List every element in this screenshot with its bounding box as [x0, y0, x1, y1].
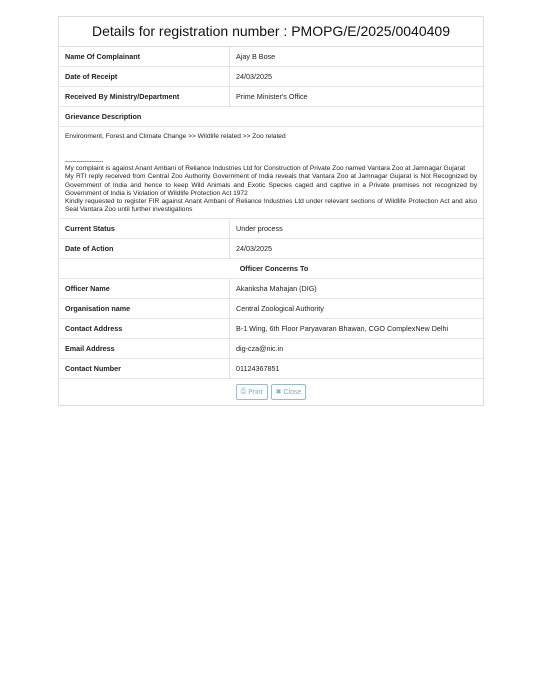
row-value: Central Zoological Authority	[236, 304, 324, 314]
status-value: Under process	[236, 224, 283, 234]
row-value: 01124367851	[236, 364, 280, 374]
grievance-heading: Grievance Description	[65, 112, 142, 121]
row-value: 24/03/2025	[236, 244, 272, 254]
detail-row-received-by	[59, 87, 483, 107]
officer-heading: Officer Concerns To	[239, 264, 309, 274]
detail-row-email	[59, 339, 483, 359]
row-value: dig-cza@nic.in	[236, 344, 284, 354]
officer-heading-row	[59, 259, 483, 279]
row-value: B-1 Wing, 6th Floor Paryavaran Bhawan, CGO ComplexNew Delhi	[236, 324, 449, 334]
detail-row-officer-name	[59, 279, 483, 299]
close-button-label: Close	[283, 388, 302, 396]
grievance-paragraph: Kindly requested to register FIR against Anant Ambani of Reliance Industries Ltd under relevant sections of Wildlife Protection Act and also Seal Vantara Zoo until further investigations	[65, 198, 477, 214]
row-label: Organisation name	[59, 299, 230, 318]
grievance-paragraph: My complaint is against Anant Ambani of Reliance Industries Ltd for Construction of Private Zoo named Vantara Zoo at Jamnagar Gujarat	[65, 165, 466, 173]
row-label: Email Address	[59, 339, 230, 358]
print-button[interactable]	[236, 384, 268, 400]
registration-details-card	[58, 16, 484, 406]
close-button[interactable]	[271, 384, 307, 400]
grievance-category: Environment, Forest and Climate Change >> Wildlife related >> Zoo related	[65, 133, 286, 140]
detail-row-organisation	[59, 299, 483, 319]
detail-row-contact-number	[59, 359, 483, 379]
action-bar	[59, 379, 483, 405]
detail-row-date-of-receipt	[59, 67, 483, 87]
detail-row-current-status	[59, 219, 483, 239]
detail-row-date-of-action	[59, 239, 483, 259]
page-title: Details for registration number : PMOPG/E/2025/0040409	[59, 17, 483, 47]
row-label: Contact Number	[59, 359, 230, 378]
row-label: Date of Receipt	[59, 67, 230, 86]
row-value: Akanksha Mahajan (DIG)	[236, 284, 317, 294]
print-button-label: Print	[248, 388, 263, 396]
detail-row-contact-address	[59, 319, 483, 339]
row-label: Name Of Complainant	[59, 47, 230, 66]
row-label: Date of Action	[59, 239, 230, 258]
close-icon: ✖	[275, 389, 282, 397]
grievance-separator: --------------------	[65, 158, 103, 166]
row-label: Current Status	[59, 219, 230, 238]
row-value: Prime Minister's Office	[236, 92, 308, 101]
grievance-description	[59, 127, 483, 219]
row-label: Received By Ministry/Department	[59, 87, 230, 106]
row-label: Contact Address	[59, 319, 230, 338]
row-value: 24/03/2025	[236, 72, 272, 81]
grievance-heading-row	[59, 107, 483, 127]
row-value: Ajay B Bose	[236, 52, 276, 61]
grievance-paragraph: My RTI reply received from Central Zoo Authority Government of India reveals that Vantara Zoo at Jamnagar Gujarat is Not Recognized by Government of India and hence to keep Wild Animals and Exotic Species caged and captive in a Private premises not recognized by Government of India is Violation of Wildlife Protection Act 1972	[65, 173, 477, 197]
detail-row-complainant	[59, 47, 483, 67]
printer-icon: ⎙	[240, 388, 247, 396]
row-label: Officer Name	[59, 279, 230, 298]
